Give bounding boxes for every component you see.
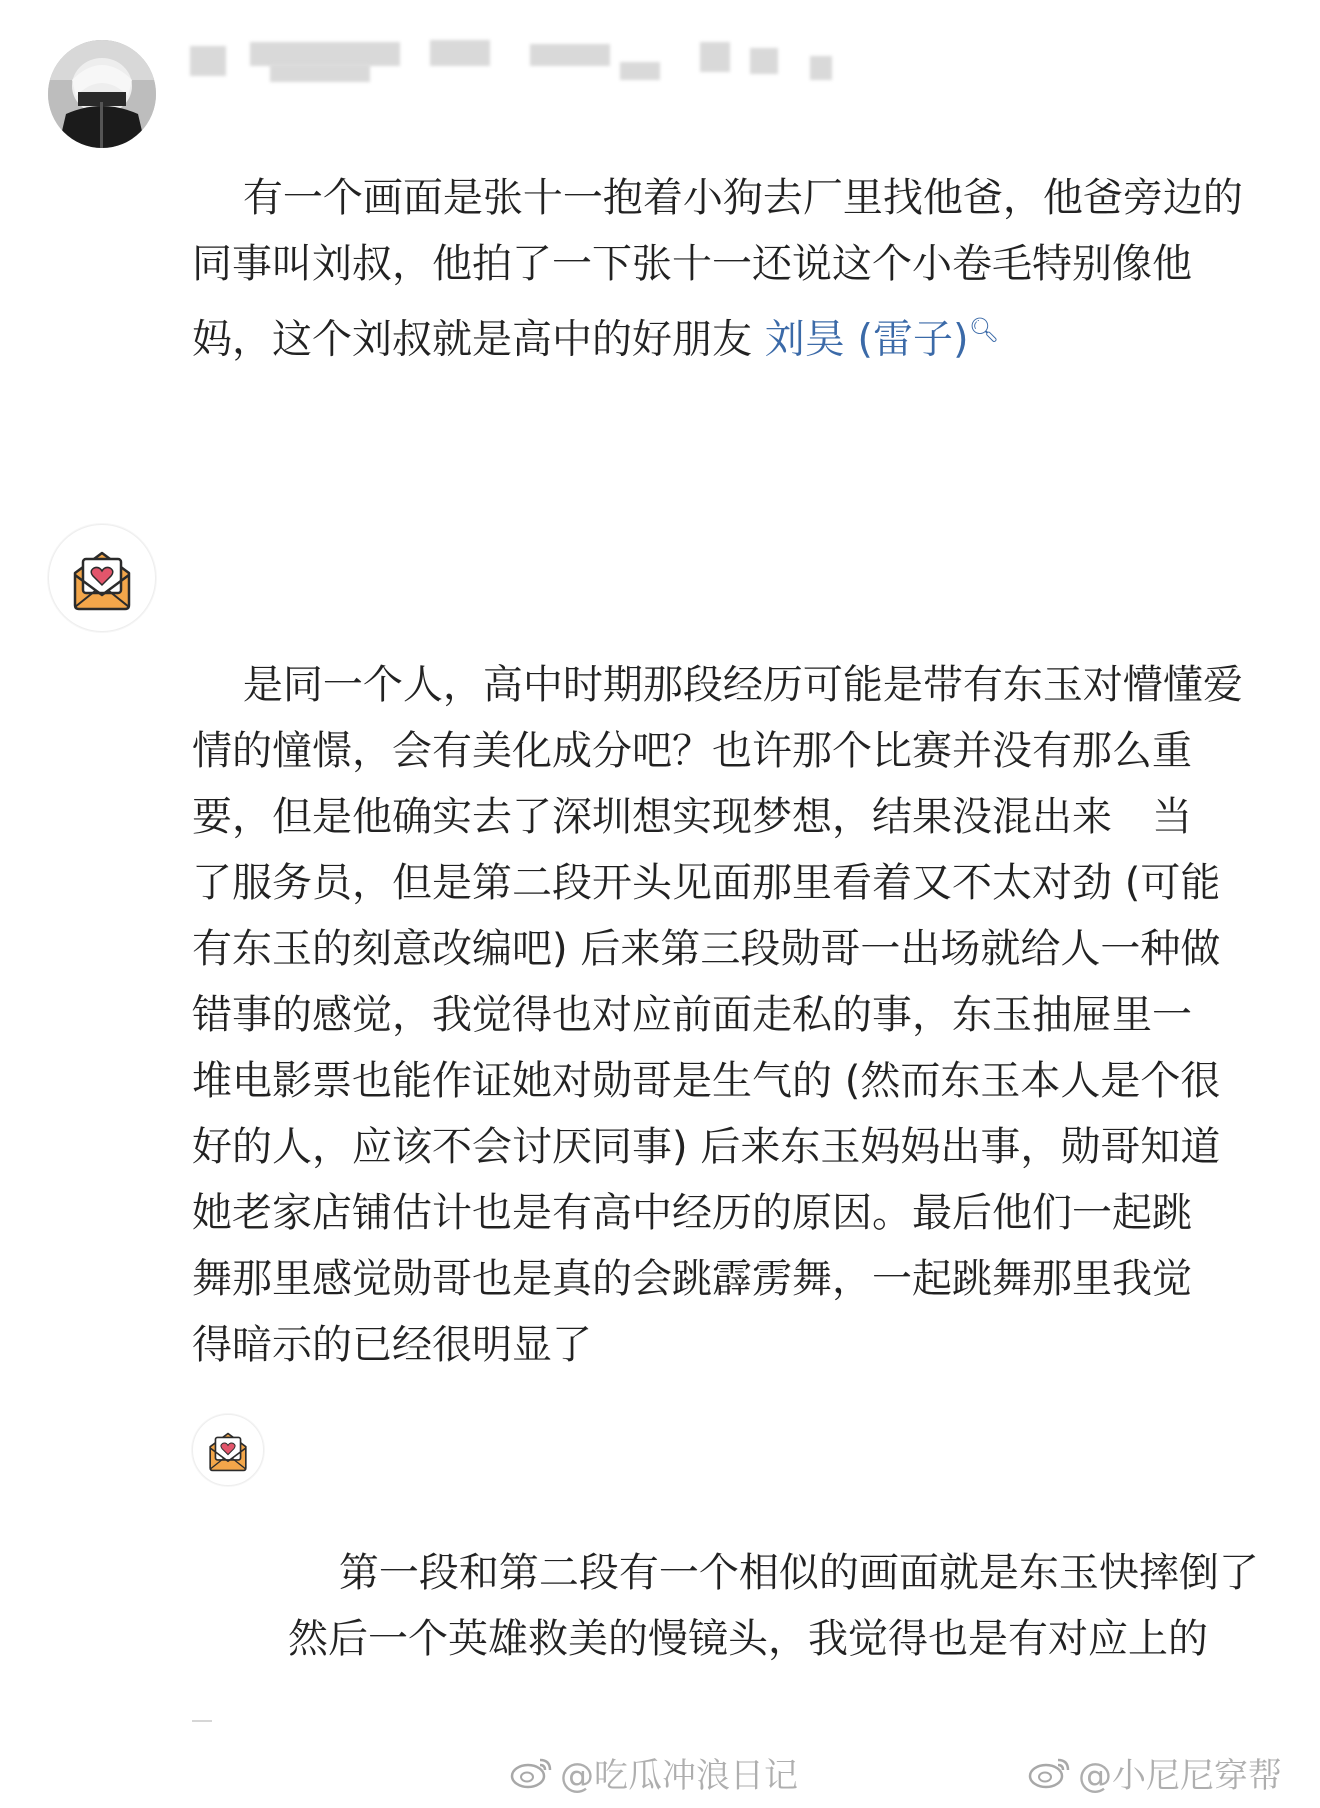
watermark-2: [1028, 1748, 1282, 1796]
love-letter-icon: [49, 525, 155, 631]
watermark-1: [510, 1748, 798, 1796]
search-icon[interactable]: 🔍︎: [968, 316, 1000, 344]
comment-text: [192, 99, 1272, 438]
mention-link[interactable]: 刘昊 (雷子): [764, 316, 969, 363]
comment-text: [192, 586, 1292, 1444]
love-letter-icon: [193, 1415, 263, 1485]
divider: [192, 1720, 212, 1722]
comment-body: 有一个画面是张十一抱着小狗去厂里找他爸，他爸旁边的 同事叫刘叔，他拍了一下张十一还说这个小卷毛特别像他 妈，这个刘叔就是高中的好朋友: [192, 175, 1243, 363]
comment-body: 是同一个人，高中时期那段经历可能是带有东玉对懵懂爱 情的憧憬，会有美化成分吧？也许那个比赛并没有那么重 要，但是他确实去了深圳想实现梦想，结果没混出来 当 了服务员，但是第二段开头见面那里看着又不太对劲 (可能 有东玉的刻意改编吧) 后来第三段勋哥一出场就给人一种做 错事的感觉，我觉得也对应前面走私的事，东玉抽屉里一 堆电影票也能作证她对勋哥是生气的 (然而东玉本人是个很 好的人，应该不会讨厌同事) 后来东玉妈妈出事，勋哥知道 她老家店铺估计也是有高中经历的原因。最后他们一起跳 舞那里感觉勋哥也是真的会跳霹雳舞，一起跳舞那里我觉 得暗示的已经很明显了: [192, 662, 1243, 1368]
weibo-icon: [1028, 1754, 1072, 1790]
watermark-text: @吃瓜冲浪日记: [560, 1755, 798, 1796]
comment-text: [288, 1474, 1288, 1738]
avatar[interactable]: [192, 1414, 264, 1486]
weibo-icon: [510, 1754, 554, 1790]
comment-1: [0, 0, 1320, 363]
user-avatar[interactable]: [48, 40, 156, 148]
watermark-text: @小尼尼穿帮: [1078, 1755, 1282, 1796]
comment-body: 第一段和第二段有一个相似的画面就是东玉快摔倒了 然后一个英雄救美的慢镜头，我觉得也是有对应上的: [288, 1550, 1259, 1662]
blurred-username: [190, 38, 830, 84]
avatar[interactable]: [48, 524, 156, 632]
